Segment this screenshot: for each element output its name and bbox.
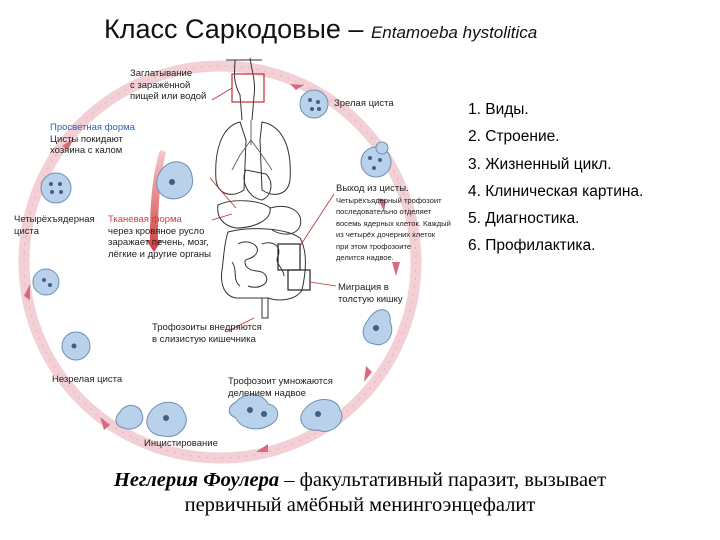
label-tissue-title: Тканевая форма xyxy=(108,214,182,225)
label-lumen-form xyxy=(50,122,135,157)
footer-caption xyxy=(40,468,680,518)
dividing-trophozoite-right xyxy=(301,399,342,431)
label-excyst-text: Четырёхъядерный трофозоит последовательно отделяет восемь ядерных клеток. Каждый из четырёх дочерних клеток при этом трофозоите делится надвое. xyxy=(336,195,451,262)
label-tissue-text: через кровяное русло заражает печень, мозг, лёгкие и другие органы xyxy=(108,225,211,260)
topic-item: 4. Клиническая картина. xyxy=(468,182,644,200)
dividing-trophozoite-bottom xyxy=(229,395,278,429)
title-latin-name: Entamoeba hystolitica xyxy=(370,23,538,42)
label-mature-cyst: Зрелая циста xyxy=(334,98,394,109)
immature-cyst xyxy=(62,332,90,360)
title-main: Класс Саркодовые – xyxy=(104,14,371,44)
colon-highlight-box xyxy=(288,270,310,290)
human-body-organs-outline-icon xyxy=(216,58,306,318)
label-four-nuclear-cyst: Четырёхъядерная циста xyxy=(14,214,95,237)
migrating-trophozoite xyxy=(363,310,392,345)
encysting-trophozoite xyxy=(147,402,187,436)
label-excyst-title: Выход из цисты. xyxy=(336,183,409,194)
label-multiplication: Трофозоит умножаются делением надвое xyxy=(228,376,333,399)
topic-item: 3. Жизненный цикл. xyxy=(468,155,612,173)
topic-item: 2. Строение. xyxy=(468,128,560,146)
label-encystation: Инцистирование xyxy=(144,438,218,449)
excysting-cyst xyxy=(361,142,391,177)
small-intestine-highlight-box xyxy=(278,244,300,270)
mature-cyst-top xyxy=(300,90,328,118)
four-nuclear-cyst xyxy=(41,173,71,203)
cycle-arrow-icon xyxy=(392,262,400,276)
footer-text-line2: первичный амёбный менингоэнцефалит xyxy=(184,494,536,516)
label-immature-cyst: Незрелая циста xyxy=(52,374,123,385)
topics-list xyxy=(468,96,643,260)
label-tissue-form xyxy=(108,214,211,260)
label-lumen-text: Цисты покидают хозяина с калом xyxy=(50,133,123,156)
cyst-left xyxy=(33,269,59,295)
encysting-trophozoite-2 xyxy=(116,405,143,429)
footer-text-line1: – факультативный паразит, вызывает xyxy=(279,469,607,491)
label-penetration: Трофозоиты внедряются в слизистую кишечника xyxy=(152,322,262,345)
topic-item: 5. Диагностика. xyxy=(468,210,580,228)
label-excystation xyxy=(336,183,451,264)
label-lumen-title: Просветная форма xyxy=(50,122,135,133)
topic-item: 6. Профилактика. xyxy=(468,237,596,255)
label-ingestion: Заглатывание с заражённой пищей или водой xyxy=(130,68,207,102)
footer-organism-name: Неглерия Фоулера xyxy=(113,469,280,491)
topic-item: 1. Виды. xyxy=(468,101,529,118)
label-migration: Миграция в толстую кишку xyxy=(338,282,403,305)
